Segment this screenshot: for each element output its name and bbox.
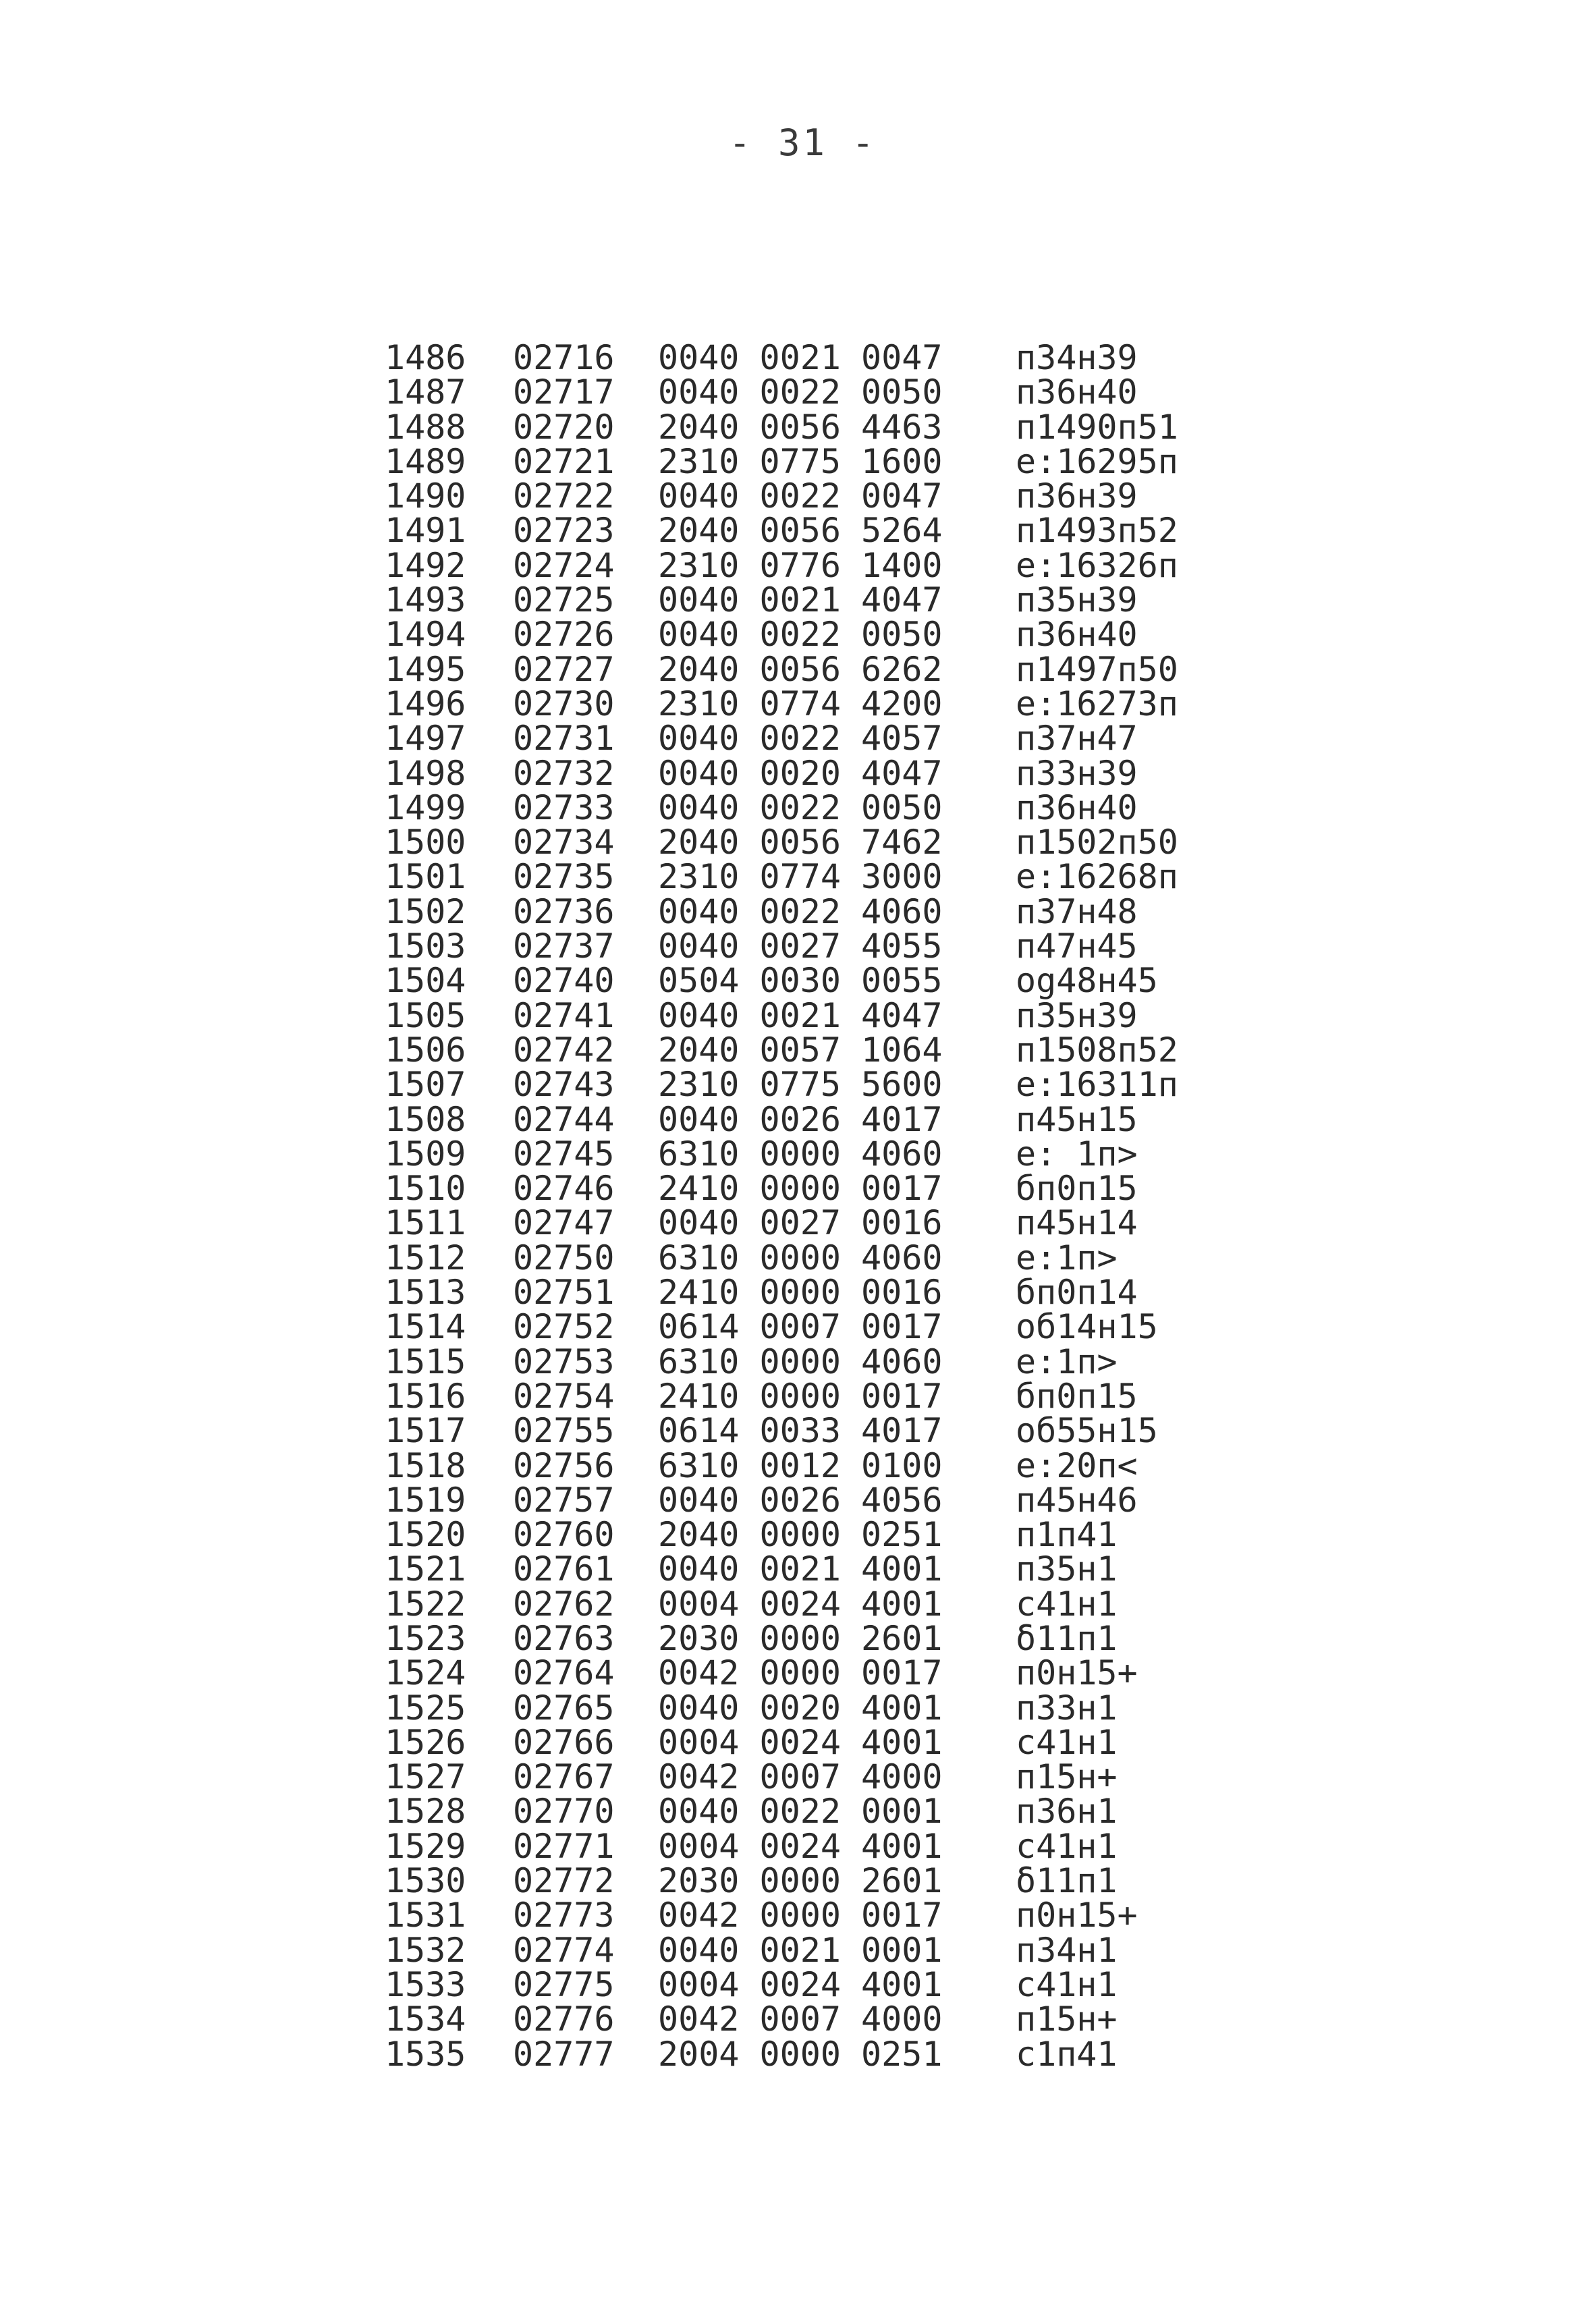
octal-address: 02763 [513,1618,615,1658]
line-number: 1497 [385,719,466,759]
instruction-code: 0042 0007 4000 [658,1757,943,1797]
instruction-code: 0040 0021 4001 [658,1549,943,1589]
octal-address: 02764 [513,1653,615,1693]
listing-row [385,1757,1248,1797]
line-number: 1520 [385,1515,466,1555]
line-number: 1515 [385,1342,466,1381]
line-number: 1514 [385,1307,466,1347]
program-listing [385,338,1248,2074]
line-number: 1511 [385,1203,466,1243]
line-number: 1531 [385,1896,466,1935]
octal-address: 02740 [513,961,615,1001]
listing-row [385,1826,1248,1866]
octal-address: 02746 [513,1169,615,1209]
octal-address: 02756 [513,1446,615,1485]
line-number: 1491 [385,511,466,551]
octal-address: 02716 [513,338,615,377]
instruction-code: 0040 0020 4047 [658,753,943,793]
line-number: 1504 [385,961,466,1001]
line-number: 1488 [385,407,466,447]
listing-row [385,1861,1248,1901]
octal-address: 02760 [513,1515,615,1555]
instruction-mnemonic: п47н45 [1016,927,1138,966]
line-number: 1492 [385,545,466,585]
octal-address: 02765 [513,1688,615,1728]
instruction-mnemonic: п34н39 [1016,338,1138,377]
octal-address: 02720 [513,407,615,447]
instruction-code: 2040 0057 1064 [658,1030,943,1070]
line-number: 1496 [385,684,466,723]
listing-row [385,511,1248,551]
instruction-code: 0040 0026 4017 [658,1099,943,1139]
instruction-mnemonic: п36н40 [1016,373,1138,412]
listing-row [385,857,1248,897]
instruction-code: 0040 0022 0050 [658,788,943,827]
line-number: 1533 [385,1964,466,2004]
instruction-code: 0040 0022 4060 [658,891,943,931]
line-number: 1527 [385,1757,466,1797]
line-number: 1522 [385,1584,466,1624]
line-number: 1487 [385,373,466,412]
instruction-code: 0040 0020 4001 [658,1688,943,1728]
instruction-code: 0614 0033 4017 [658,1411,943,1451]
instruction-code: 0614 0007 0017 [658,1307,943,1347]
instruction-mnemonic: е:16268п [1016,857,1178,897]
octal-address: 02745 [513,1134,615,1174]
line-number: 1516 [385,1376,466,1416]
instruction-code: 2410 0000 0016 [658,1273,943,1313]
instruction-mnemonic: бп0п15 [1016,1169,1138,1209]
line-number: 1532 [385,1930,466,1970]
octal-address: 02774 [513,1930,615,1970]
listing-row [385,1653,1248,1693]
octal-address: 02726 [513,615,615,655]
line-number: 1513 [385,1273,466,1313]
line-number: 1503 [385,927,466,966]
octal-address: 02753 [513,1342,615,1381]
octal-address: 02721 [513,441,615,481]
listing-row [385,891,1248,931]
instruction-code: 2310 0775 5600 [658,1065,943,1105]
instruction-code: 2040 0056 7462 [658,823,943,862]
line-number: 1495 [385,649,466,689]
instruction-mnemonic: п33н39 [1016,753,1138,793]
line-number: 1498 [385,753,466,793]
octal-address: 02747 [513,1203,615,1243]
instruction-mnemonic: п33н1 [1016,1688,1118,1728]
line-number: 1505 [385,995,466,1035]
line-number: 1518 [385,1446,466,1485]
instruction-mnemonic: п36н39 [1016,476,1138,516]
instruction-mnemonic: с1п41 [1016,2034,1118,2074]
listing-row [385,1584,1248,1624]
line-number: 1510 [385,1169,466,1209]
instruction-code: 2310 0774 4200 [658,684,943,723]
octal-address: 02752 [513,1307,615,1347]
listing-row [385,649,1248,689]
listing-row [385,1898,1248,1933]
octal-address: 02772 [513,1861,615,1901]
octal-address: 02741 [513,995,615,1035]
line-number: 1500 [385,823,466,862]
octal-address: 02742 [513,1030,615,1070]
instruction-mnemonic: п1493п52 [1016,511,1178,551]
instruction-mnemonic: п45н14 [1016,1203,1138,1243]
instruction-mnemonic: е:1п> [1016,1238,1118,1277]
instruction-mnemonic: оg48н45 [1016,961,1158,1001]
octal-address: 02735 [513,857,615,897]
octal-address: 02724 [513,545,615,585]
octal-address: 02757 [513,1480,615,1520]
listing-row [385,929,1248,964]
listing-row [385,441,1248,481]
octal-address: 02762 [513,1584,615,1624]
instruction-mnemonic: с41н1 [1016,1964,1118,2004]
listing-row [385,1342,1248,1381]
instruction-code: 2040 0000 0251 [658,1515,943,1555]
instruction-code: 0040 0022 0001 [658,1792,943,1832]
instruction-code: 0040 0021 0001 [658,1930,943,1970]
instruction-code: 2310 0774 3000 [658,857,943,897]
instruction-code: 0004 0024 4001 [658,1584,943,1624]
listing-row [385,476,1248,516]
octal-address: 02777 [513,2034,615,2074]
octal-address: 02743 [513,1065,615,1105]
instruction-code: 6310 0012 0100 [658,1446,943,1485]
instruction-code: 2030 0000 2601 [658,1861,943,1901]
listing-row [385,995,1248,1035]
instruction-mnemonic: е:16326п [1016,545,1178,585]
listing-row [385,1134,1248,1174]
line-number: 1501 [385,857,466,897]
listing-row [385,1480,1248,1520]
listing-row [385,1446,1248,1485]
instruction-mnemonic: е:16295п [1016,441,1178,481]
octal-address: 02755 [513,1411,615,1451]
instruction-code: 0042 0000 0017 [658,1653,943,1693]
instruction-mnemonic: п1508п52 [1016,1030,1178,1070]
listing-row [385,375,1248,410]
instruction-mnemonic: п36н1 [1016,1792,1118,1832]
instruction-code: 0040 0021 4047 [658,580,943,620]
instruction-mnemonic: п15н+ [1016,2000,1118,2039]
instruction-code: 6310 0000 4060 [658,1238,943,1277]
instruction-code: 2004 0000 0251 [658,2034,943,2074]
instruction-mnemonic: п45н46 [1016,1480,1138,1520]
line-number: 1493 [385,580,466,620]
instruction-mnemonic: е:1п> [1016,1342,1118,1381]
instruction-mnemonic: п0н15+ [1016,1653,1138,1693]
octal-address: 02773 [513,1896,615,1935]
listing-row [385,1099,1248,1139]
listing-row [385,1549,1248,1589]
instruction-mnemonic: п34н1 [1016,1930,1118,1970]
octal-address: 02770 [513,1792,615,1832]
instruction-code: 0042 0000 0017 [658,1896,943,1935]
listing-row [385,545,1248,585]
listing-row [385,407,1248,447]
instruction-code: 0042 0007 4000 [658,2000,943,2039]
instruction-mnemonic: п35н39 [1016,995,1138,1035]
line-number: 1534 [385,2000,466,2039]
instruction-code: 0040 0021 0047 [658,338,943,377]
line-number: 1523 [385,1618,466,1658]
listing-row [385,1515,1248,1555]
line-number: 1525 [385,1688,466,1728]
instruction-code: 2040 0056 4463 [658,407,943,447]
instruction-mnemonic: п36н40 [1016,788,1138,827]
octal-address: 02775 [513,1964,615,2004]
octal-address: 02744 [513,1099,615,1139]
instruction-mnemonic: п1490п51 [1016,407,1178,447]
listing-row [385,788,1248,827]
instruction-code: 6310 0000 4060 [658,1134,943,1174]
line-number: 1519 [385,1480,466,1520]
line-number: 1526 [385,1722,466,1762]
line-number: 1494 [385,615,466,655]
instruction-code: 2040 0056 6262 [658,649,943,689]
octal-address: 02751 [513,1273,615,1313]
listing-row [385,338,1248,377]
instruction-code: 6310 0000 4060 [658,1342,943,1381]
line-number: 1530 [385,1861,466,1901]
instruction-code: 0040 0022 4057 [658,719,943,759]
listing-row [385,2002,1248,2037]
line-number: 1524 [385,1653,466,1693]
instruction-mnemonic: п35н39 [1016,580,1138,620]
listing-row [385,1169,1248,1209]
line-number: 1490 [385,476,466,516]
instruction-mnemonic: п1п41 [1016,1515,1118,1555]
instruction-code: 2310 0776 1400 [658,545,943,585]
instruction-mnemonic: п15н+ [1016,1757,1118,1797]
octal-address: 02730 [513,684,615,723]
octal-address: 02771 [513,1826,615,1866]
instruction-mnemonic: с41н1 [1016,1722,1118,1762]
listing-row [385,1065,1248,1105]
instruction-code: 2310 0775 1600 [658,441,943,481]
listing-row [385,1618,1248,1658]
line-number: 1507 [385,1065,466,1105]
line-number: 1509 [385,1134,466,1174]
instruction-mnemonic: п45н15 [1016,1099,1138,1139]
listing-row [385,1792,1248,1832]
instruction-mnemonic: δ11п1 [1016,1861,1118,1901]
listing-row [385,825,1248,860]
instruction-code: 2410 0000 0017 [658,1376,943,1416]
instruction-code: 2030 0000 2601 [658,1618,943,1658]
octal-address: 02733 [513,788,615,827]
listing-row [385,719,1248,759]
instruction-code: 0004 0024 4001 [658,1826,943,1866]
octal-address: 02731 [513,719,615,759]
instruction-mnemonic: е:20п< [1016,1446,1138,1485]
line-number: 1535 [385,2034,466,2074]
octal-address: 02732 [513,753,615,793]
listing-row [385,615,1248,655]
octal-address: 02761 [513,1549,615,1589]
instruction-mnemonic: п1497п50 [1016,649,1178,689]
page-number: - 31 - [729,121,877,164]
listing-row [385,1030,1248,1070]
instruction-code: 0040 0022 0050 [658,373,943,412]
octal-address: 02736 [513,891,615,931]
listing-row [385,1307,1248,1347]
instruction-code: 0040 0021 4047 [658,995,943,1035]
octal-address: 02776 [513,2000,615,2039]
line-number: 1529 [385,1826,466,1866]
instruction-mnemonic: е:16311п [1016,1065,1178,1105]
instruction-mnemonic: п36н40 [1016,615,1138,655]
line-number: 1512 [385,1238,466,1277]
line-number: 1486 [385,338,466,377]
listing-row [385,1238,1248,1277]
line-number: 1499 [385,788,466,827]
octal-address: 02750 [513,1238,615,1277]
listing-row [385,1273,1248,1313]
instruction-mnemonic: бп0п14 [1016,1273,1138,1313]
instruction-mnemonic: е:16273п [1016,684,1178,723]
octal-address: 02767 [513,1757,615,1797]
instruction-mnemonic: п35н1 [1016,1549,1118,1589]
instruction-mnemonic: п1502п50 [1016,823,1178,862]
instruction-mnemonic: с41н1 [1016,1584,1118,1624]
instruction-mnemonic: е: 1п> [1016,1134,1138,1174]
instruction-code: 0004 0024 4001 [658,1722,943,1762]
line-number: 1502 [385,891,466,931]
instruction-mnemonic: об55н15 [1016,1411,1158,1451]
octal-address: 02766 [513,1722,615,1762]
instruction-mnemonic: п37н47 [1016,719,1138,759]
instruction-mnemonic: с41н1 [1016,1826,1118,1866]
listing-row [385,753,1248,793]
line-number: 1517 [385,1411,466,1451]
listing-row [385,1930,1248,1970]
line-number: 1489 [385,441,466,481]
instruction-code: 0004 0024 4001 [658,1964,943,2004]
listing-row [385,1964,1248,2004]
instruction-mnemonic: об14н15 [1016,1307,1158,1347]
octal-address: 02717 [513,373,615,412]
listing-row [385,961,1248,1001]
instruction-code: 0040 0027 0016 [658,1203,943,1243]
instruction-code: 0040 0026 4056 [658,1480,943,1520]
octal-address: 02754 [513,1376,615,1416]
octal-address: 02734 [513,823,615,862]
listing-row [385,580,1248,620]
line-number: 1508 [385,1099,466,1139]
instruction-code: 0040 0027 4055 [658,927,943,966]
instruction-code: 0504 0030 0055 [658,961,943,1001]
line-number: 1506 [385,1030,466,1070]
listing-row [385,684,1248,723]
instruction-code: 2040 0056 5264 [658,511,943,551]
instruction-mnemonic: п0н15+ [1016,1896,1138,1935]
octal-address: 02722 [513,476,615,516]
instruction-code: 0040 0022 0050 [658,615,943,655]
instruction-code: 2410 0000 0017 [658,1169,943,1209]
listing-row [385,1688,1248,1728]
octal-address: 02727 [513,649,615,689]
instruction-code: 0040 0022 0047 [658,476,943,516]
instruction-mnemonic: бп0п15 [1016,1376,1138,1416]
octal-address: 02737 [513,927,615,966]
octal-address: 02725 [513,580,615,620]
octal-address: 02723 [513,511,615,551]
line-number: 1528 [385,1792,466,1832]
listing-row [385,1722,1248,1762]
listing-row [385,1376,1248,1416]
line-number: 1521 [385,1549,466,1589]
listing-row [385,1411,1248,1451]
instruction-mnemonic: п37н48 [1016,891,1138,931]
listing-row [385,2034,1248,2074]
instruction-mnemonic: δ11п1 [1016,1618,1118,1658]
listing-row [385,1203,1248,1243]
